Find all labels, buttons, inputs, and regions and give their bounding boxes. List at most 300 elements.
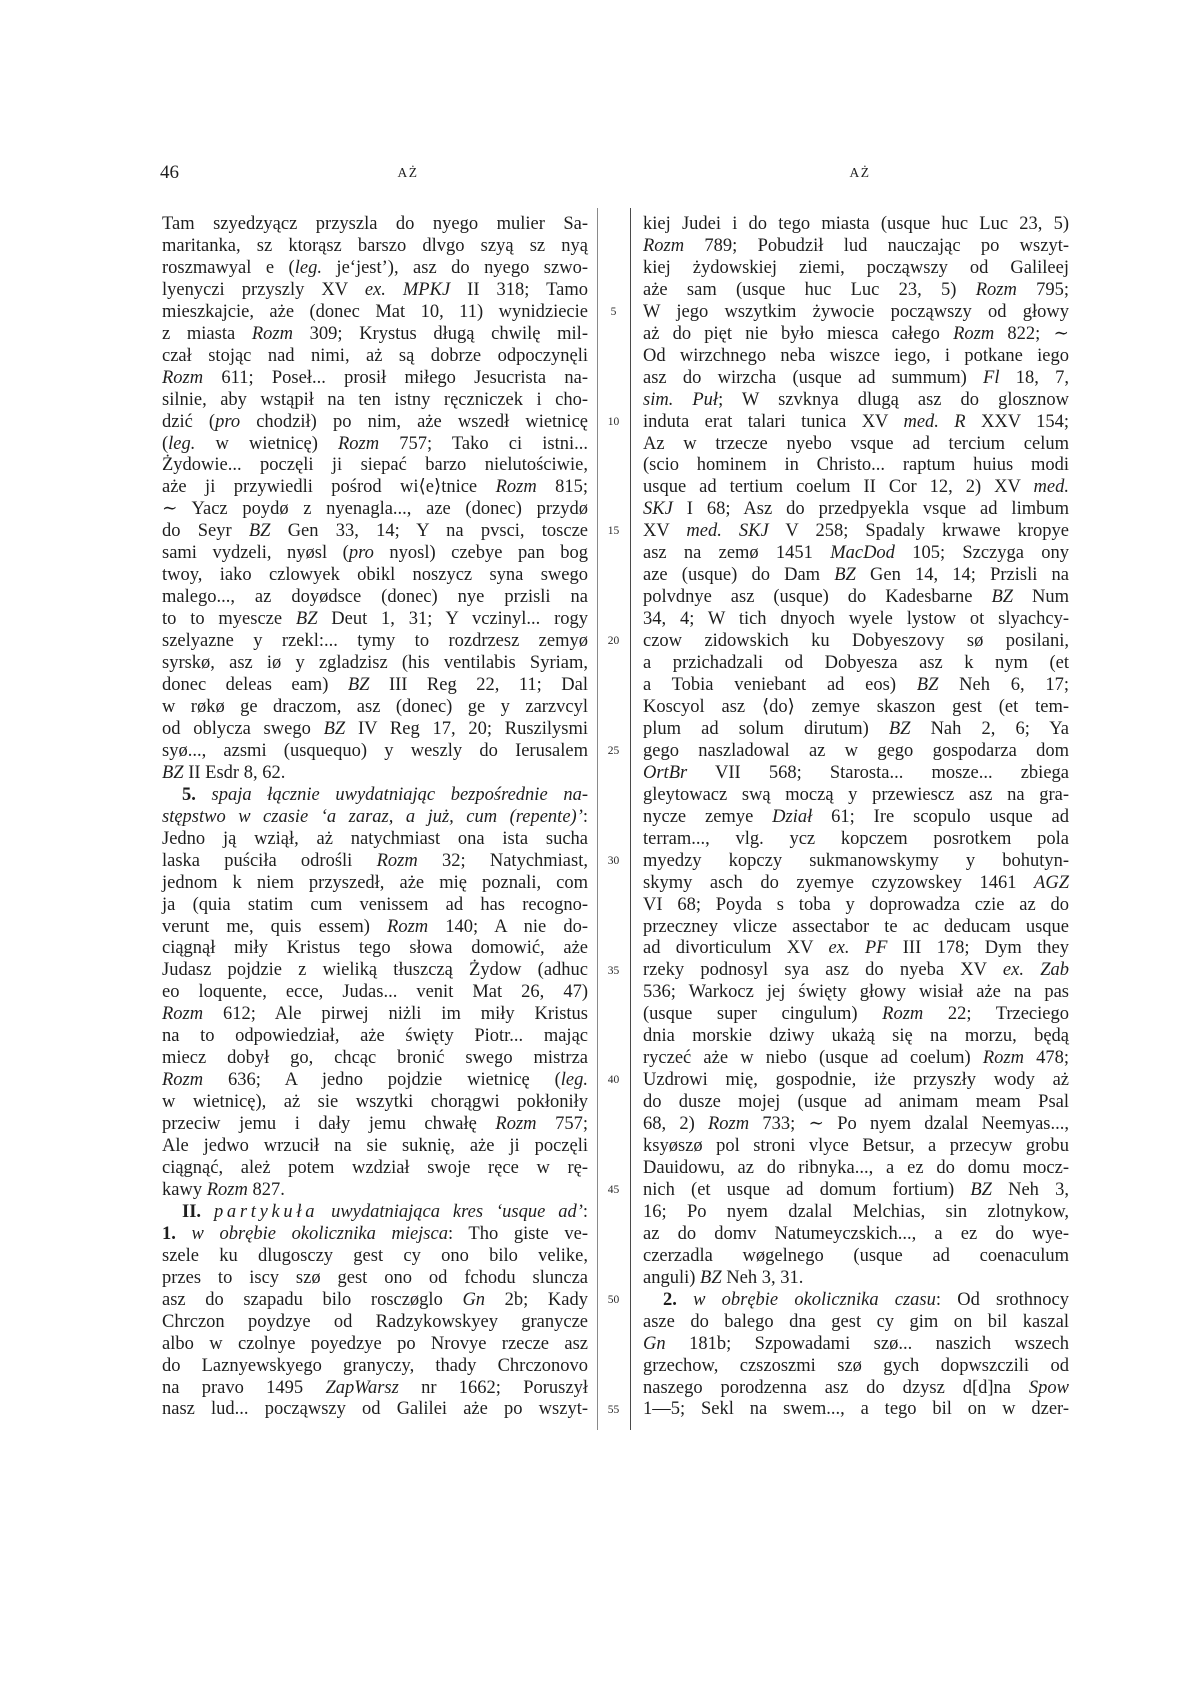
text-line bbox=[643, 324, 1069, 346]
text-run: 61; Ire scopulo usque ad bbox=[812, 806, 1069, 827]
text-run: 636; A jedno pojdzie wietnicę ( bbox=[203, 1070, 561, 1091]
text-line bbox=[162, 960, 588, 982]
text-line bbox=[162, 982, 588, 1004]
text-run: 309; Krystus długą chwilę mil- bbox=[292, 323, 588, 344]
text-run: dnia morskie dziwy ukażą się na morzu, będą bbox=[643, 1026, 1069, 1047]
text-line bbox=[643, 960, 1069, 982]
text-line bbox=[643, 1026, 1069, 1048]
line-number: 55 bbox=[607, 1403, 620, 1416]
text-run: 827. bbox=[247, 1179, 285, 1200]
text-run: nich (et usque ad domum fortium) bbox=[643, 1179, 971, 1200]
text-run: kawy bbox=[162, 1179, 207, 1200]
text-run: W jego wszytkim żywocie począwszy od głowy bbox=[643, 301, 1069, 322]
text-line bbox=[162, 302, 588, 324]
text-run: asze do balego dna gest cy gim on bil kaszal bbox=[643, 1311, 1069, 1332]
text-run: do Laznyewskyego granyczy, thady Chrczonovo bbox=[162, 1355, 588, 1376]
italic-run: Rozm bbox=[376, 850, 418, 871]
text-run: chodził) po nim, aże wszedł wietnicę bbox=[240, 411, 588, 432]
text-run: rzeky podnosyl sya asz do nyeba XV bbox=[643, 960, 1003, 981]
italic-run: med. R bbox=[903, 411, 966, 432]
text-run: polvdnye asz (usque) do Kadesbarne bbox=[643, 587, 992, 608]
text-line bbox=[162, 368, 588, 390]
italic-run: Rozm bbox=[495, 477, 537, 498]
text-run: XV bbox=[643, 521, 687, 542]
text-line bbox=[162, 1202, 588, 1224]
text-line bbox=[162, 851, 588, 873]
text-line bbox=[643, 236, 1069, 258]
text-line bbox=[643, 214, 1069, 236]
text-line bbox=[643, 1070, 1069, 1092]
italic-run: w obrębie okolicznika czasu bbox=[693, 1289, 936, 1310]
text-line bbox=[643, 1136, 1069, 1158]
line-number: 50 bbox=[607, 1294, 620, 1307]
text-line bbox=[643, 675, 1069, 697]
text-run: 795; bbox=[1016, 279, 1070, 300]
text-line bbox=[162, 521, 588, 543]
text-line bbox=[643, 1268, 1069, 1290]
text-line bbox=[162, 741, 588, 763]
italic-run: AGZ bbox=[1034, 872, 1069, 893]
text-line bbox=[643, 499, 1069, 521]
text-run: kiej żydowskiej ziemi, począwszy od Galileej bbox=[643, 257, 1069, 278]
text-run: II Esdr 8, 62. bbox=[183, 762, 286, 783]
italic-run: Dział bbox=[772, 806, 813, 827]
text-run: miecz dobył go, chcąc bronić swego mistrza bbox=[162, 1048, 588, 1069]
spaced-run: partykuła bbox=[213, 1201, 319, 1222]
text-run: 478; bbox=[1023, 1048, 1069, 1069]
text-line bbox=[643, 1312, 1069, 1334]
text-line bbox=[643, 851, 1069, 873]
text-run: VII 568; Starosta... mosze... zbiega bbox=[687, 762, 1069, 783]
text-run: asz do szapadu bilo rosczøglo bbox=[162, 1289, 463, 1310]
text-run: 181b; Szpowadami szø... naszich wszech bbox=[665, 1333, 1069, 1354]
text-line bbox=[643, 1158, 1069, 1180]
text-line bbox=[162, 785, 588, 807]
text-line bbox=[643, 1004, 1069, 1026]
italic-run: Rozm bbox=[162, 1004, 204, 1025]
line-number: 15 bbox=[607, 525, 620, 538]
italic-run: BZ bbox=[834, 565, 856, 586]
text-run: myedzy kopczy sukmanowskymy y bohutyn- bbox=[643, 850, 1069, 871]
italic-run: ex. PF bbox=[828, 938, 888, 959]
text-run: anguli) bbox=[643, 1267, 701, 1288]
italic-run: Rozm bbox=[495, 1114, 537, 1135]
text-line bbox=[162, 1356, 588, 1378]
text-run: lyenyczi przyszly XV bbox=[162, 279, 365, 300]
text-line bbox=[643, 455, 1069, 477]
text-line bbox=[162, 324, 588, 346]
text-run: a przichadzali od Dobyesza asz k nym (et bbox=[643, 653, 1069, 674]
bold-run: II. bbox=[182, 1201, 202, 1222]
text-run: naszego porodzenna asz do dzysz d[d]na bbox=[643, 1377, 1029, 1398]
text-run: 22; Trzeciego bbox=[923, 1004, 1069, 1025]
text-run: Tam szyedzyącz przyszla do nyego mulier Sa- bbox=[162, 214, 588, 234]
text-line bbox=[162, 609, 588, 631]
text-run: czerzadla wøgelnego (usque ad coenaculum bbox=[643, 1245, 1069, 1266]
line-number-gutter bbox=[598, 214, 629, 1422]
line-number: 30 bbox=[607, 854, 620, 867]
text-line bbox=[162, 917, 588, 939]
text-run: Neh 3, 31. bbox=[721, 1267, 804, 1288]
text-line bbox=[643, 1180, 1069, 1202]
text-line bbox=[162, 1092, 588, 1114]
italic-run: Rozm bbox=[708, 1114, 750, 1135]
italic-run: Rozm bbox=[162, 367, 204, 388]
text-run: 757; bbox=[536, 1114, 589, 1135]
text-line bbox=[643, 653, 1069, 675]
text-run: Koscyol asz ⟨do⟩ zemye skaszon gest (et tem- bbox=[643, 696, 1069, 717]
text-line bbox=[162, 1136, 588, 1158]
text-run: je‘jest’), asz do nyego szwo- bbox=[321, 257, 588, 278]
text-run: Az w trzecze nyebo vsque ad tercium celum bbox=[643, 433, 1069, 454]
italic-run: Rozm bbox=[643, 235, 685, 256]
text-run: 822; ∼ bbox=[994, 323, 1069, 344]
text-run: w røkø ge draczom, asz (donec) ge y zarzvcyl bbox=[162, 696, 588, 717]
text-line bbox=[162, 1399, 588, 1421]
text-run: VI 68; Poyda s toba y doprowadza czie az do bbox=[643, 894, 1069, 915]
italic-run: uwydatniająca kres ‘usque ad’ bbox=[331, 1201, 583, 1222]
italic-run: Rozm bbox=[206, 1179, 248, 1200]
text-run: gleytowacz swą moczą y przewiescz asz na gra- bbox=[643, 784, 1069, 805]
text-line bbox=[643, 390, 1069, 412]
text-line bbox=[162, 258, 588, 280]
text-run: mieszkajcie, aże (donec Mat 10, 11) wynidziecie bbox=[162, 301, 588, 322]
text-run: od oblycza swego bbox=[162, 718, 324, 739]
italic-run: Rozm bbox=[337, 433, 380, 454]
italic-run: BZ bbox=[295, 609, 318, 630]
text-run: 815; bbox=[536, 477, 588, 498]
text-line bbox=[643, 477, 1069, 499]
text-run: : Tho giste ve- bbox=[447, 1223, 589, 1244]
text-line bbox=[643, 609, 1069, 631]
italic-run: BZ bbox=[888, 718, 911, 739]
text-run: albo w czolnye poyedzye po Nrovye rzecze asz bbox=[162, 1333, 588, 1354]
italic-run: BZ bbox=[162, 762, 184, 783]
italic-run: BZ bbox=[347, 675, 370, 696]
text-run: nycze zemye bbox=[643, 806, 773, 827]
line-number: 25 bbox=[607, 745, 620, 758]
italic-run: BZ bbox=[323, 718, 346, 739]
text-run: aże sam (usque huc Luc 23, 5) bbox=[643, 279, 976, 300]
text-line bbox=[643, 1246, 1069, 1268]
text-run: III 178; Dym they bbox=[887, 938, 1069, 959]
text-run: skymy asch do zyemye czyzowskey 1461 bbox=[643, 872, 1035, 893]
text-line bbox=[162, 763, 588, 785]
text-line bbox=[643, 1048, 1069, 1070]
text-line bbox=[643, 1224, 1069, 1246]
text-run: : Od srothnocy bbox=[935, 1289, 1069, 1310]
text-line bbox=[162, 390, 588, 412]
line-number: 10 bbox=[607, 415, 620, 428]
text-run: 612; Ale pirwej niżli im miły Kristus bbox=[203, 1004, 588, 1025]
text-line bbox=[643, 982, 1069, 1004]
text-line bbox=[643, 1290, 1069, 1312]
running-head-left: AŻ bbox=[397, 165, 419, 180]
text-line bbox=[162, 412, 588, 434]
text-run: ryczeć aże w niebo (usque ad coelum) bbox=[643, 1048, 983, 1069]
line-number: 20 bbox=[607, 635, 620, 648]
text-run: do dusze mojej (usque ad animam meam Psal bbox=[643, 1092, 1069, 1113]
text-run bbox=[201, 1202, 214, 1222]
text-line bbox=[162, 1070, 588, 1092]
italic-run: leg. bbox=[560, 1070, 588, 1091]
italic-run: ZapWarsz bbox=[325, 1377, 399, 1398]
text-line bbox=[162, 1312, 588, 1334]
text-run: ( bbox=[162, 433, 169, 454]
text-line bbox=[643, 938, 1069, 960]
text-run: Neh 3, bbox=[991, 1179, 1070, 1200]
italic-run: leg. bbox=[168, 433, 196, 454]
text-run: maritanka, sz ktorąsz barszo dlvgo szyą sz nyą bbox=[162, 235, 588, 256]
text-line bbox=[643, 280, 1069, 302]
text-line bbox=[643, 785, 1069, 807]
text-line bbox=[162, 873, 588, 895]
text-run: Żydowie... poczęli ji siepać barzo nielutościwie, bbox=[162, 455, 588, 476]
text-line bbox=[162, 719, 588, 741]
text-run: 2b; Kady bbox=[485, 1289, 588, 1310]
text-run: asz do wirzcha (usque ad summum) bbox=[643, 367, 984, 388]
text-run: plum ad solum dirutum) bbox=[643, 718, 889, 739]
text-run: Ale jedwo wrzucił na sie suknię, aże ji poczęli bbox=[162, 1136, 588, 1157]
text-line bbox=[162, 1048, 588, 1070]
text-run: kiej Judei i do tego miasta (usque huc Luc 23, 5) bbox=[643, 214, 1069, 234]
text-line bbox=[162, 455, 588, 477]
italic-run: Rozm bbox=[975, 279, 1017, 300]
text-line bbox=[162, 1224, 588, 1246]
italic-run: med. bbox=[1033, 477, 1069, 498]
text-run: Judasz pojdzie z wieliką tłuszczą Żydow (adhuc bbox=[162, 960, 588, 981]
text-run: ciągnął miły Kristus tego słowa domowić, aże bbox=[162, 938, 588, 959]
text-run: twoy, iako czlowyek obikl noszycz syna swego bbox=[162, 565, 588, 586]
italic-run: BZ bbox=[916, 675, 939, 696]
text-run: silnie, aby wstąpił na ten istny ręczniczek i cho- bbox=[162, 389, 588, 410]
text-line bbox=[643, 302, 1069, 324]
text-run: czał stojąc nad nimi, aż są dobrze odpoczynęli bbox=[162, 345, 588, 366]
text-line bbox=[643, 258, 1069, 280]
text-line bbox=[162, 565, 588, 587]
text-run: Dauidowu, az do ribnyka..., a ez do domu mocz- bbox=[643, 1157, 1069, 1178]
text-run: 757; Tako ci istni... bbox=[379, 433, 588, 454]
text-run: grzechow, czszoszmi szø gych dopwszczili od bbox=[643, 1355, 1069, 1376]
text-line bbox=[643, 741, 1069, 763]
text-run: czow zidowskich ku Dobyeszovy sø posilani, bbox=[643, 631, 1069, 652]
text-run: 18, 7, bbox=[999, 367, 1069, 388]
italic-run: Spow bbox=[1028, 1377, 1069, 1398]
text-run: do Seyr bbox=[162, 521, 249, 542]
text-line bbox=[643, 587, 1069, 609]
text-run: Neh 6, 17; bbox=[938, 675, 1069, 696]
text-run: nyosl) czebye pan bog bbox=[373, 543, 588, 564]
text-run: jednom k niem przyszedł, aże mię poznali, com bbox=[162, 872, 588, 893]
text-run: (scio hominem in Christo... raptum huius modi bbox=[643, 455, 1069, 476]
text-run: Jedno ją wziął, aż natychmiast ona ista sucha bbox=[162, 828, 588, 849]
text-run: 140; A nie do- bbox=[428, 916, 588, 937]
italic-run: SKJ bbox=[643, 499, 673, 520]
italic-run: Rozm bbox=[982, 1048, 1024, 1069]
text-run: Gen 14, 14; Przisli na bbox=[855, 565, 1070, 586]
text-line bbox=[162, 895, 588, 917]
text-line bbox=[643, 346, 1069, 368]
bold-run: 2. bbox=[663, 1289, 677, 1310]
text-run: az do domv Natumeyczskich..., a ez do wye- bbox=[643, 1223, 1069, 1244]
text-line bbox=[643, 1092, 1069, 1114]
text-run: 733; ∼ Po nyem dzalal Neemyas..., bbox=[749, 1114, 1069, 1135]
text-line bbox=[643, 873, 1069, 895]
text-line bbox=[162, 543, 588, 565]
text-line bbox=[162, 587, 588, 609]
left-column bbox=[162, 214, 588, 1421]
italic-run: BZ bbox=[248, 521, 271, 542]
text-run: Chrczon poydzye od Radzykowskyey granycze bbox=[162, 1311, 588, 1332]
text-run: terram..., vlg. ycz kopczem posrotkem pola bbox=[643, 828, 1069, 849]
text-run: przeciw jemu i dały jemu chwałę bbox=[162, 1114, 496, 1135]
text-run: eo loquente, ecce, Judas... venit Mat 26, 47) bbox=[162, 982, 588, 1003]
text-line bbox=[162, 697, 588, 719]
text-run: szelyazne y rzekl:... tymy to rozdrzesz zemyø bbox=[162, 631, 588, 652]
text-run: to to myescze bbox=[162, 609, 296, 630]
text-line bbox=[643, 1378, 1069, 1400]
text-run: 789; Pobudził lud nauczając po wszyt- bbox=[684, 235, 1069, 256]
italic-run: pro bbox=[348, 543, 374, 564]
italic-run: Gn bbox=[643, 1333, 666, 1354]
line-number: 5 bbox=[610, 305, 617, 318]
italic-run: Rozm bbox=[882, 1004, 924, 1025]
text-run: 68, 2) bbox=[643, 1114, 708, 1135]
text-line bbox=[643, 719, 1069, 741]
text-line bbox=[162, 675, 588, 697]
text-line bbox=[643, 895, 1069, 917]
text-line bbox=[643, 412, 1069, 434]
text-run: Gen 33, 14; Y na pvsci, toscze bbox=[270, 521, 588, 542]
italic-run: stępstwo w czasie ‘a zaraz, a już, cum (repente)’ bbox=[162, 806, 583, 827]
text-line bbox=[643, 1114, 1069, 1136]
italic-run: BZ bbox=[991, 587, 1014, 608]
italic-run: MacDod bbox=[830, 543, 895, 564]
text-line bbox=[162, 807, 588, 829]
text-run: 105; Szczyga ony bbox=[894, 543, 1069, 564]
text-run: Od wirzchnego neba wiszce iego, i potkane iego bbox=[643, 345, 1069, 366]
text-line bbox=[162, 1114, 588, 1136]
text-run: ksyøszø pol stroni vlyce Betsur, a przecyw grobu bbox=[643, 1136, 1069, 1157]
text-run bbox=[677, 1290, 693, 1310]
text-line bbox=[162, 1026, 588, 1048]
italic-run: w obrębie okolicznika miejsca bbox=[191, 1223, 448, 1244]
text-run: V 258; Spadaly krwawe kropye bbox=[768, 521, 1070, 542]
text-run bbox=[318, 1202, 331, 1222]
text-line bbox=[643, 763, 1069, 785]
text-line bbox=[643, 917, 1069, 939]
text-run: verunt me, quis essem) bbox=[162, 916, 388, 937]
text-run: II 318; Tamo bbox=[450, 279, 588, 300]
italic-run: leg. bbox=[294, 257, 322, 278]
italic-run: Rozm bbox=[387, 916, 429, 937]
italic-run: OrtBr bbox=[643, 762, 688, 783]
text-line bbox=[643, 1202, 1069, 1224]
text-run: przes to iscy szø gest ono od fchodu sluncza bbox=[162, 1267, 588, 1288]
text-run: syrskø, asz iø y zgladzisz (his ventilabis Syriam, bbox=[162, 653, 588, 674]
italic-run: BZ bbox=[970, 1179, 992, 1200]
text-line bbox=[643, 1399, 1069, 1421]
text-run: z miasta bbox=[162, 323, 252, 344]
text-run: malego..., az doyødsce (donec) nye przisli na bbox=[162, 587, 588, 608]
text-line bbox=[162, 829, 588, 851]
text-line bbox=[643, 368, 1069, 390]
page-number: 46 bbox=[160, 162, 179, 183]
text-run: laska puściła odrośli bbox=[162, 850, 377, 871]
text-run: asz na zemø 1451 bbox=[643, 543, 831, 564]
text-run: Nah 2, 6; Ya bbox=[910, 718, 1069, 739]
text-line bbox=[162, 477, 588, 499]
text-run: gego naszladowal az w gego gospodarza dom bbox=[643, 740, 1069, 761]
text-run: XXV 154; bbox=[965, 411, 1070, 432]
text-run: Num bbox=[1013, 587, 1069, 608]
italic-run: Rozm bbox=[251, 323, 293, 344]
text-run: Deut 1, 31; Y vczinyl... rogy bbox=[317, 609, 589, 630]
text-run: 16; Po nyem dzalal Melchias, sin zlotnykow, bbox=[643, 1201, 1069, 1222]
text-line bbox=[643, 565, 1069, 587]
bold-run: 1. bbox=[162, 1223, 176, 1244]
text-run: dzić ( bbox=[162, 411, 216, 432]
text-run: ; W szvknya dlugą asz do glosznow bbox=[718, 389, 1069, 410]
text-line bbox=[162, 280, 588, 302]
text-run: nr 1662; Poruszył bbox=[398, 1377, 588, 1398]
text-run: 32; Natychmiast, bbox=[417, 850, 588, 871]
text-run: (usque super cingulum) bbox=[643, 1004, 883, 1025]
text-run: aze (usque) do Dam bbox=[643, 565, 835, 586]
text-line bbox=[162, 499, 588, 521]
text-run: szele ku dlugosczy gest cy ono bilo velike, bbox=[162, 1245, 588, 1266]
line-number: 40 bbox=[607, 1074, 620, 1087]
text-line bbox=[643, 434, 1069, 456]
text-run: ja (quia statim cum venissem ad has recogno- bbox=[162, 894, 588, 915]
text-run: nasz lud... począwszy od Galilei aże po wszyt- bbox=[162, 1399, 588, 1420]
text-run: 1—5; Sekl na swem..., a tego bil on w dzer- bbox=[643, 1399, 1069, 1420]
text-run: ∼ Yacz poydø z nyenagla..., aze (donec) przydø bbox=[162, 499, 588, 520]
italic-run: sim. Puł bbox=[643, 389, 719, 410]
text-run: Uzdrowi mię, gospodnie, iże przyszły wody aż bbox=[643, 1070, 1069, 1091]
text-run: : bbox=[582, 1201, 589, 1222]
text-run: syø..., azsmi (usquequo) y weszly do Ierusalem bbox=[162, 740, 588, 761]
text-line bbox=[162, 1158, 588, 1180]
text-line bbox=[162, 653, 588, 675]
italic-run: BZ bbox=[700, 1267, 722, 1288]
running-head-right: AŻ bbox=[849, 165, 871, 180]
italic-run: spaja łącznie uwydatniając bezpośrednie na- bbox=[211, 784, 588, 805]
text-run: III Reg 22, 11; Dal bbox=[369, 675, 588, 696]
italic-run: Rozm bbox=[953, 323, 995, 344]
text-run: aż do pięt nie było miesca całego bbox=[643, 323, 954, 344]
text-run: roszmawyal e ( bbox=[162, 257, 295, 278]
text-run: usque ad tertium coelum II Cor 12, 2) XV bbox=[643, 477, 1034, 498]
italic-run: Fl bbox=[983, 367, 1000, 388]
text-run: na to odpowiedział, aże święty Piotr... mając bbox=[162, 1026, 588, 1047]
text-run: induta erat talari tunica XV bbox=[643, 411, 904, 432]
text-line bbox=[162, 631, 588, 653]
text-run: a Tobia veniebant ad eos) bbox=[643, 675, 917, 696]
text-line bbox=[162, 938, 588, 960]
text-line bbox=[162, 1290, 588, 1312]
text-line bbox=[162, 214, 588, 236]
text-line bbox=[643, 807, 1069, 829]
text-run: na pravo 1495 bbox=[162, 1377, 326, 1398]
text-run: : bbox=[582, 806, 588, 827]
text-line bbox=[162, 236, 588, 258]
text-run bbox=[196, 785, 212, 805]
gutter-rule-right bbox=[630, 208, 631, 1430]
text-run: sami vydzeli, nyøsl ( bbox=[162, 543, 349, 564]
text-line bbox=[643, 829, 1069, 851]
line-number: 35 bbox=[607, 964, 620, 977]
